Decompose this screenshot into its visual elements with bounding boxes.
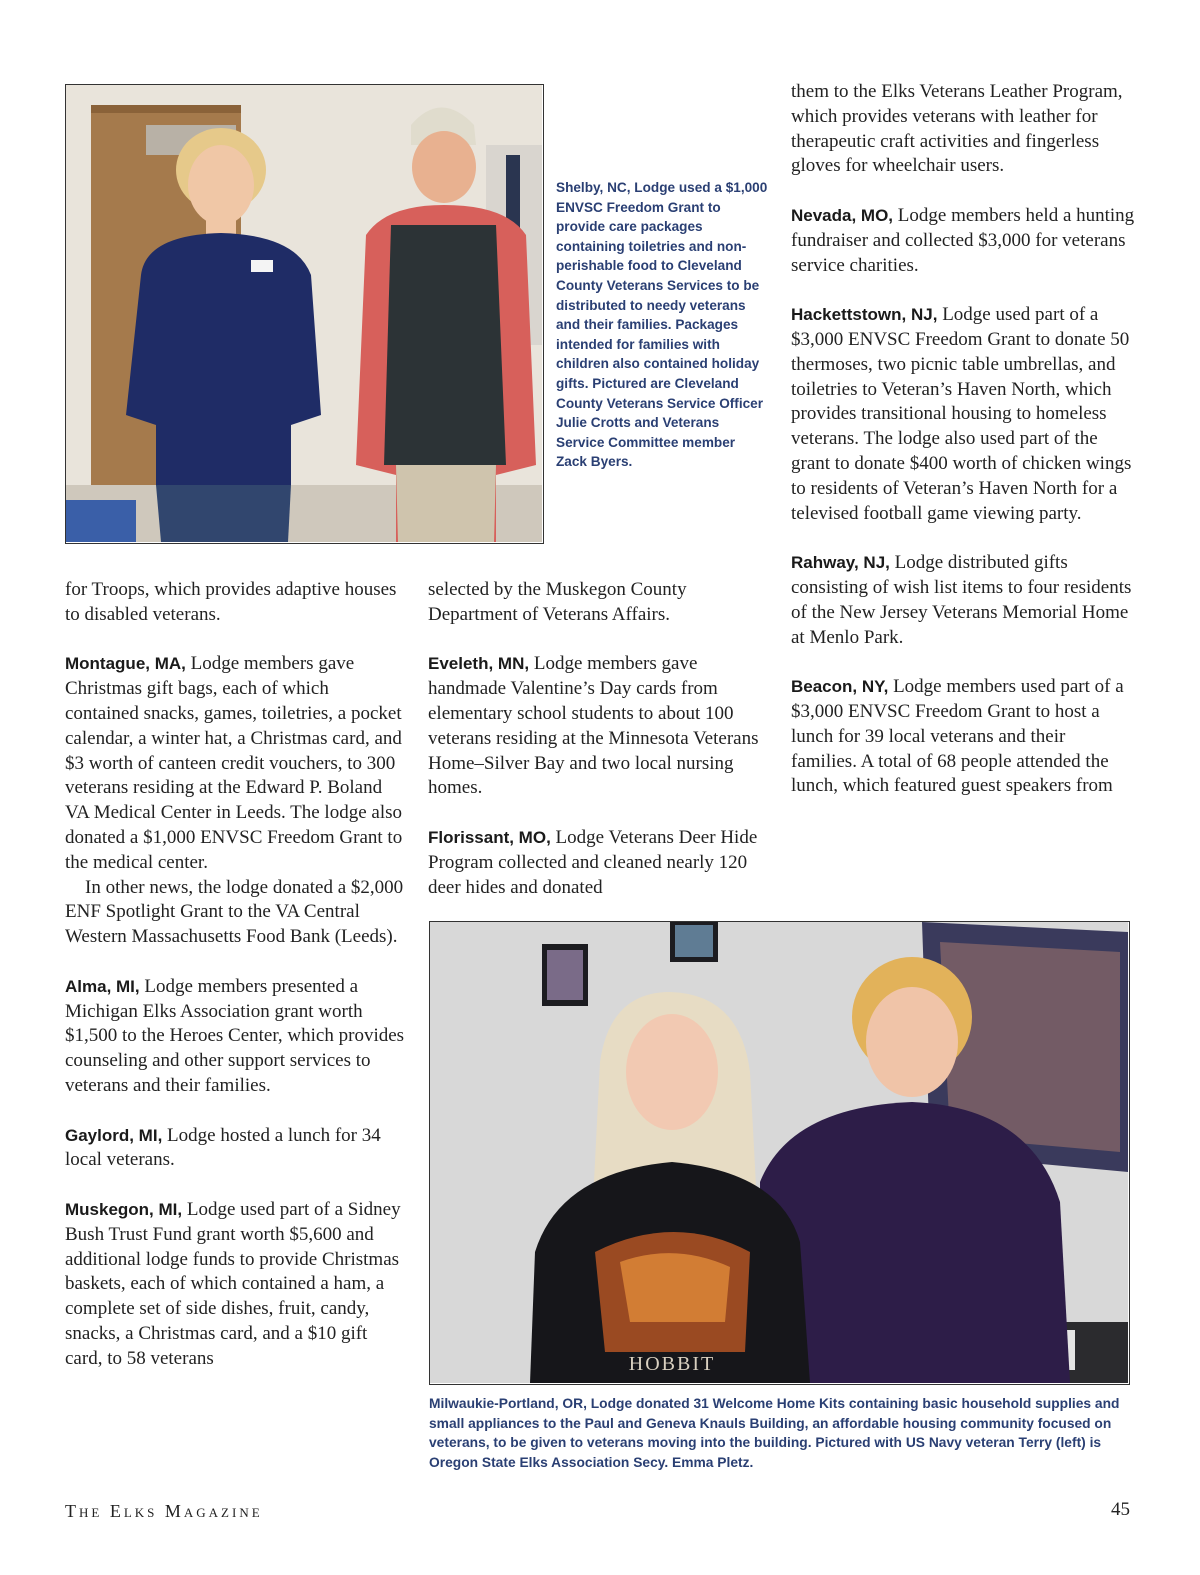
page-number: 45 <box>1111 1499 1130 1520</box>
text-eveleth: Lodge members gave handmade Valentine’s Day cards from elementary school students to about 100 veterans residing at the Minnesota Veterans Home–Silver Bay and two local nursing homes. <box>428 653 759 799</box>
shirt-text: HOBBIT <box>628 1353 716 1375</box>
montague-item-2: In other news, the lodge donated a $2,000 ENF Spotlight Grant to the VA Central Western Massachusetts Food Bank (Leeds). <box>65 876 404 948</box>
place-gaylord: Gaylord, MI, <box>65 1125 163 1145</box>
beacon-item <box>791 675 1136 799</box>
place-nevada: Nevada, MO, <box>791 205 894 225</box>
milwaukie-photo <box>429 921 1130 1385</box>
col2-continuation: selected by the Muskegon County Department of Veterans Affairs. <box>428 579 687 625</box>
text-montague: Lodge members gave Christmas gift bags, each of which contained snacks, games, toiletries, a pocket calendar, a winter hat, a Christmas card, and $3 worth of canteen credit vouchers, to 300 veterans residing at the Edward P. Boland VA Medical Center in Leeds. The lodge also donated a $1,000 ENVSC Freedom Grant to the medical center. <box>65 653 403 873</box>
place-eveleth: Eveleth, MN, <box>428 654 530 674</box>
milwaukie-caption <box>429 1394 1133 1472</box>
column-2 <box>428 578 763 900</box>
florissant-item <box>428 826 763 900</box>
text-beacon: Lodge members used part of a $3,000 ENVSC Freedom Grant to host a lunch for 39 local veterans and their families. A total of 68 people attended the lunch, which featured guest speakers from <box>791 676 1124 797</box>
caption-text-milwaukie: Lodge donated 31 Welcome Home Kits containing basic household supplies and small appliances to the Paul and Geneva Knauls Building, an affordable housing community focused on veterans, to be given to veterans moving into the building. Pictured with US Navy veteran Terry (left) is Oregon State Elks Association Secy. Emma Pletz. <box>429 1396 1120 1470</box>
place-rahway: Rahway, NJ, <box>791 553 890 573</box>
caption-text-shelby: Lodge used a $1,000 ENVSC Freedom Grant to provide care packages containing toiletries and non-perishable food to Cleveland County Veterans Services to be distributed to needy veterans and their families. Packages intended for families with children also contained holiday gifts. Pictured are Cleveland County Veterans Service Officer Julie Crotts and Veterans Service Committee member Zack Byers. <box>556 180 768 470</box>
place-montague: Montague, MA, <box>65 654 186 674</box>
text-gaylord: Lodge hosted a lunch for 34 local veterans. <box>65 1124 381 1171</box>
shelby-photo-illustration <box>66 85 542 542</box>
eveleth-item <box>428 652 763 801</box>
milwaukie-photo-illustration <box>430 922 1128 1383</box>
magazine-name <box>65 1501 263 1522</box>
text-florissant: Lodge Veterans Deer Hide Program collected and cleaned nearly 120 deer hides and donated <box>428 826 758 898</box>
place-beacon: Beacon, NY, <box>791 677 889 697</box>
text-nevada: Lodge members held a hunting fundraiser and collected $3,000 for veterans service charities. <box>791 204 1135 276</box>
column-1 <box>65 578 405 1372</box>
column-3 <box>791 80 1136 799</box>
shelby-photo <box>65 84 544 544</box>
place-muskegon: Muskegon, MI, <box>65 1199 183 1219</box>
col3-continuation: them to the Elks Veterans Leather Program, which provides veterans with leather for therapeutic craft activities and fingerless gloves for wheelchair users. <box>791 81 1123 177</box>
place-florissant: Florissant, MO, <box>428 827 551 847</box>
place-hackettstown: Hackettstown, NJ, <box>791 305 938 325</box>
text-muskegon: Lodge used part of a Sidney Bush Trust Fund grant worth $5,600 and additional lodge funds to provide Christmas baskets, each of which contained a ham, a complete set of side dishes, fruit, candy, snacks, a Christmas card, and a $10 gift card, to 58 veterans <box>65 1198 401 1369</box>
nevada-item <box>791 204 1136 278</box>
caption-place-shelby: Shelby, NC, <box>556 180 631 195</box>
gaylord-item <box>65 1124 405 1174</box>
col1-continuation: for Troops, which provides adaptive houses to disabled veterans. <box>65 579 397 625</box>
shelby-caption <box>556 178 768 472</box>
place-alma: Alma, MI, <box>65 976 140 996</box>
muskegon-item <box>65 1198 405 1372</box>
alma-item <box>65 975 405 1099</box>
text-hackettstown: Lodge used part of a $3,000 ENVSC Freedom Grant to donate 50 thermoses, two picnic table umbrellas, and toiletries to Veteran’s Haven North, which provides transitional housing to homeless veterans. The lodge also used part of the grant to donate $400 worth of chicken wings to residents of Veteran’s Haven North for a televised football game viewing party. <box>791 304 1132 524</box>
rahway-item <box>791 551 1136 650</box>
text-alma: Lodge members presented a Michigan Elks Association grant worth $1,500 to the Heroes Center, which provides counseling and other support services to veterans and their families. <box>65 975 405 1096</box>
magazine-name-text: The Elks Magazine <box>65 1501 263 1521</box>
montague-item <box>65 652 405 875</box>
hackettstown-item <box>791 303 1136 526</box>
caption-place-milwaukie: Milwaukie-Portland, OR, <box>429 1396 587 1411</box>
text-rahway: Lodge distributed gifts consisting of wish list items to four residents of the New Jersey Veterans Memorial Home at Menlo Park. <box>791 552 1132 648</box>
